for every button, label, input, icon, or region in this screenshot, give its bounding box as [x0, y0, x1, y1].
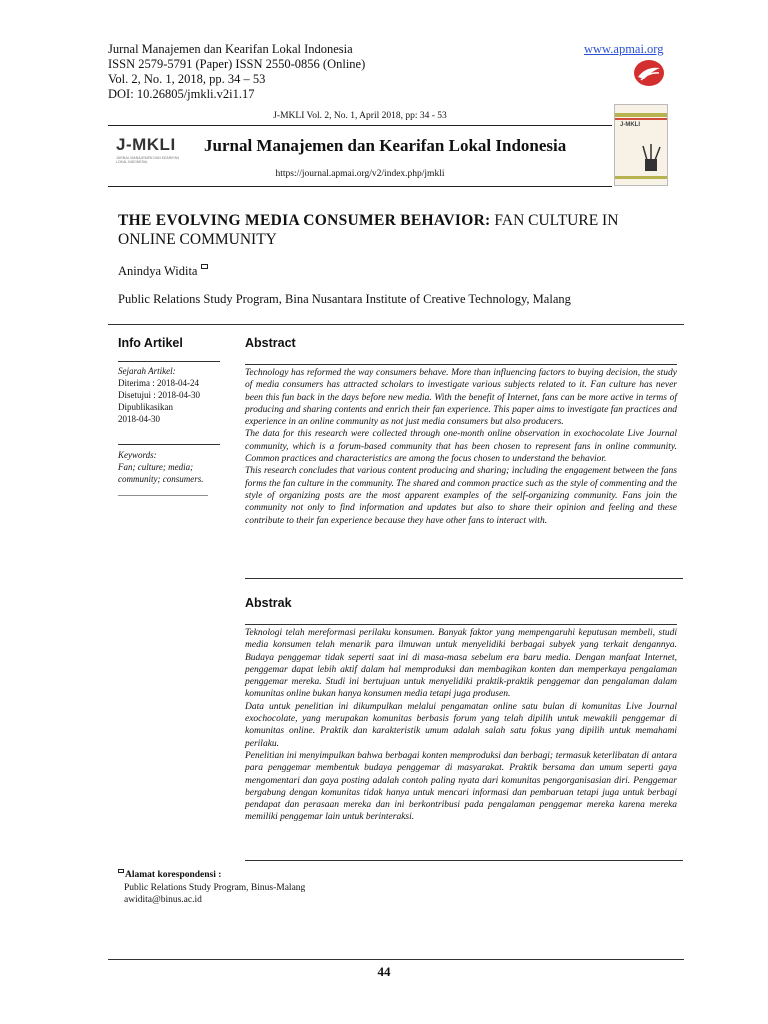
page-number: 44 [377, 964, 391, 979]
banner-bottom-rule [108, 186, 612, 187]
cover-label: J-MKLI [620, 122, 640, 128]
journal-cover-thumbnail [614, 104, 668, 186]
journal-url-link[interactable]: https://journal.apmai.org/v2/index.php/jmkli [275, 169, 445, 179]
published-date: 2018-04-30 [118, 414, 160, 424]
info-rule-top [118, 361, 220, 362]
banner-top-rule [108, 125, 612, 126]
keywords-block [118, 449, 228, 485]
article-title [118, 211, 678, 249]
banner-title: Jurnal Manajemen dan Kearifan Lokal Indonesia [204, 136, 567, 155]
abstrak-paragraph: Teknologi telah mereformasi perilaku konsumen. Banyak faktor yang mempengaruhi keputusan membeli, studi media konsumen telah menarik para ilmuwan untuk menyelidiki berbagai subyek yang terkait dengannya. Budaya penggemar tidak seperti saat ini di masa-masa sebelum era baru media. Dengan manfaat Internet, penggemar dapat lebih aktif dalam hal memproduksi dan membagikan konten dan memperkaya pengalaman penggemar mereka. Studi ini bertujuan untuk menyelidiki praktik-praktik penggemar dan pengalaman dalam komunitas online bukan hanya konsumen media tetapi juga produsen. [245, 628, 677, 700]
abstract-body [245, 367, 677, 527]
author-affiliation: Public Relations Study Program, Bina Nusantara Institute of Creative Technology, Malang [118, 292, 571, 306]
abstrak-end-rule [245, 860, 683, 861]
journal-header-info [108, 42, 528, 102]
jmkli-logo-text: J-MKLI [116, 135, 176, 154]
correspondence-address: Public Relations Study Program, Binus-Malang [124, 882, 306, 893]
pencil-cup-icon [641, 143, 663, 173]
author-line [118, 264, 208, 279]
abstrak-rule [245, 624, 677, 625]
keywords-line-2: community; consumers. [118, 474, 204, 484]
abstract-paragraph: The data for this research were collected through one-month online observation in exochocolate Live Journal community, which is a forum-based community that has been chosen to represent fans in online community. Common practices and characteristics are among the focus chosen to understand the behavior. [245, 429, 677, 465]
abstract-end-rule [245, 578, 683, 579]
apmai-logo-icon [632, 58, 666, 88]
correspondence-block [118, 869, 305, 907]
volume-line: Vol. 2, No. 1, 2018, pp. 34 – 53 [108, 72, 266, 86]
abstrak-heading: Abstrak [245, 596, 292, 610]
banner-reference: J-MKLI Vol. 2, No. 1, April 2018, pp: 34 - 53 [273, 111, 447, 121]
keywords-end-rule: ____________________ [118, 487, 208, 497]
correspondence-heading: Alamat korespondensi : [118, 869, 305, 882]
received-date: Diterima : 2018-04-24 [118, 378, 199, 388]
abstrak-paragraph: Data untuk penelitian ini dikumpulkan melalui pengamatan online satu bulan di komunitas Live Journal exochocolate, yang merupakan komunitas berbasis forum yang telah dipilih untuk mewakili penggemar di komunitas online. Praktik dan karakteristik umum adalah salah satu fokus yang dipilih untuk memahami perilaku. [245, 701, 677, 749]
jmkli-logo [116, 135, 186, 164]
correspondence-email[interactable]: awidita@binus.ac.id [124, 895, 202, 905]
article-history [118, 365, 200, 425]
website-link[interactable]: www.apmai.org [584, 42, 664, 56]
doi-line: DOI: 10.26805/jmkli.v2i1.17 [108, 87, 255, 101]
abstract-paragraph: This research concludes that various content producing and sharing; including the engagement between the fans forms the fan culture in the community. The shared and common practice such as the style of commenting and the style of organizing posts are the most apparent examples of the self-organizing community. Fans join the community not only to find information and updates but also to share their opinion and feeling and these contribute to their fan experience because they have other fans to interact with. [245, 466, 677, 526]
article-title-rest: FAN CULTURE IN ONLINE COMMUNITY [118, 212, 619, 248]
abstrak-paragraph: Penelitian ini menyimpulkan bahwa berbagai konten memproduksi dan berbagi; termasuk keterlibatan di antara para penggemar membentuk budaya penggemar di masyarakat. Praktik bersama dan umum seperti gaya mengomentari dan gaya posting adalah contoh paling nyata dari komunitas pengorganisasian diri. Penggemar bergabung dengan komunitas tidak hanya untuk mencari informasi dan pembaruan tetapi juga untuk berbagi pendapat dan perasaan mereka dan ini berkontribusi pada pengalaman penggemar mereka karena mereka memiliki penggemar lain untuk berinteraksi. [245, 750, 677, 823]
jmkli-logo-subtext: JURNAL MANAJEMEN DAN KEARIFAN LOKAL INDONESIA [116, 156, 180, 164]
section-divider [108, 324, 684, 325]
abstrak-body [245, 627, 677, 824]
abstract-paragraph: Technology has reformed the way consumers behave. More than influencing factors to buying decision, the study of media consumers has attracted scholars to investigate various subjects related to it. Fan culture has never been this fun back in the days before new media. With the benefit of Internet, fans can be more active in terms of producing and sharing contents and enrich their fan experience. This paper aims to investigate fan practices and experience in an online community as not just media consumers but also producers. [245, 368, 677, 428]
envelope-icon [201, 264, 208, 269]
article-title-bold: THE EVOLVING MEDIA CONSUMER BEHAVIOR: [118, 212, 491, 229]
issn-line: ISSN 2579-5791 (Paper) ISSN 2550-0856 (Online) [108, 57, 366, 71]
journal-name: Jurnal Manajemen dan Kearifan Lokal Indonesia [108, 42, 353, 56]
abstract-heading: Abstract [245, 336, 296, 350]
history-label: Sejarah Artikel: [118, 366, 176, 376]
published-label: Dipublikasikan [118, 402, 173, 412]
info-heading: Info Artikel [118, 336, 183, 350]
approved-date: Disetujui : 2018-04-30 [118, 390, 200, 400]
abstract-rule [245, 364, 677, 365]
keywords-line-1: Fan; culture; media; [118, 462, 194, 472]
author-name: Anindya Widita [118, 264, 198, 278]
footer-rule [108, 959, 684, 960]
info-rule-mid [118, 444, 220, 445]
keywords-label: Keywords: [118, 450, 157, 460]
envelope-icon [118, 869, 124, 873]
